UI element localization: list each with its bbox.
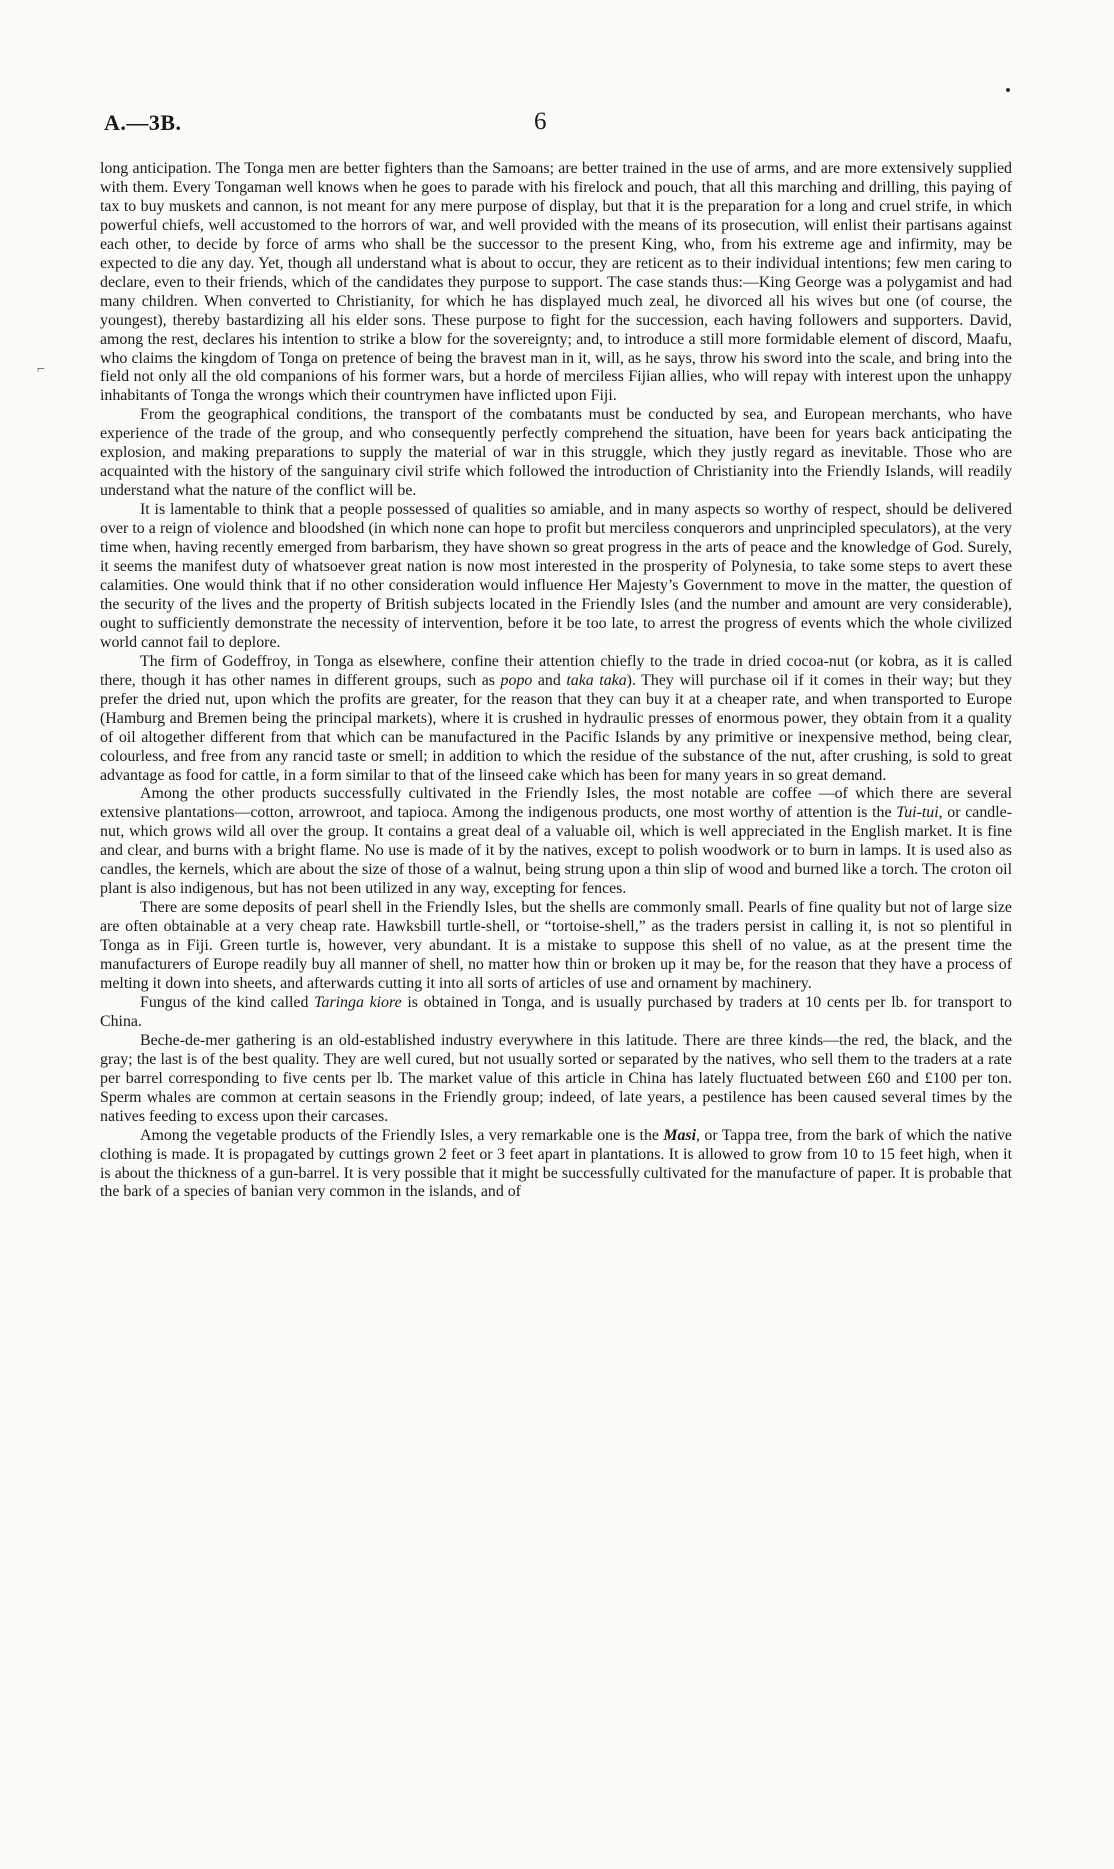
paragraph-fungus [100, 994, 1012, 1032]
paragraph-text: Among the other products successfully cultivated in the Friendly Isles, the most notable are coffee —of which there are several extensive plantations—cotton, arrowroot, and tapioca. Among the indigenous products, one most worthy of attention is the [100, 785, 1012, 822]
italic-term: taka taka [566, 671, 627, 689]
italic-term: Tui-tui [896, 804, 939, 822]
paragraph-intervention [100, 501, 1012, 653]
margin-mark: ⌐ [37, 362, 45, 377]
paragraph-text: It is lamentable to think that a people possessed of qualities so amiable, and in many aspects so worthy of respect, should be delivered over to a reign of violence and bloodshed (in which none can hope to profit but merciless conquerors and unprincipled speculators), at the very time when, having recently emerged from barbarism, they have shown so great progress in the arts of peace and the knowledge of God. Surely, it seems the manifest duty of whatsoever great nation is now most interested in the prosperity of Polynesia, to take some steps to avert these calamities. One would think that if no other consideration would influence Her Majesty’s Government to move in the matter, the question of the security of the lives and the property of British subjects located in the Friendly Isles (and the number and amount are very considerable), ought to sufficiently demonstrate the necessity of intervention, before it be too late, to arrest the progress of events which the whole civilized world cannot fail to deplore. [100, 501, 1012, 651]
paragraph-succession [100, 160, 1012, 406]
italic-term: Masi [663, 1126, 697, 1144]
italic-term: Taringa kiore [314, 993, 402, 1011]
body-text [100, 160, 1012, 1202]
paragraph-pearl-shell [100, 899, 1012, 994]
paragraph-text: is obtained in Tonga, and is usually purchased by traders at 10 cents per lb. for transport to China. [100, 993, 1012, 1030]
paragraph-masi [100, 1127, 1012, 1203]
paragraph-text: ). They will purchase oil if it comes in their way; but they prefer the dried nut, upon which the profits are greater, for the reason that they can buy it at a cheaper rate, and when transported to Europe (Hamburg and Bremen being the principal markets), where it is crushed in hydraulic presses of enormous power, they obtain from it a quality of oil altogether different from that which can be manufactured in the Pacific Islands by any primitive or inexpensive method, being clear, colourless, and free from any rancid taste or smell; in addition to which the residue of the substance of the nut, after crushing, is sold to great advantage as food for cattle, in a form similar to that of the linseed cake which has been for many years in so great demand. [100, 671, 1013, 784]
paragraph-text: Beche-de-mer gathering is an old-established industry everywhere in this latitude. There are three kinds—the red, the black, and the gray; the last is of the best quality. They are well cured, but not usually sorted or separated by the natives, who sell them to the traders at a rate per barrel corresponding to five cents per lb. The market value of this article in China has lately fluctuated between £60 and £100 per ton. Sperm whales are common at certain seasons in the Friendly group; indeed, of late years, a pestilence has been caused several times by the natives feeding to excess upon their carcases. [100, 1031, 1012, 1125]
paragraph-godeffroy [100, 653, 1012, 786]
paragraph-text: , or Tappa tree, from the bark of which the native clothing is made. It is propagated by cuttings grown 2 feet or 3 feet apart in plantations. It is allowed to grow from 10 to 15 feet high, when it is about the thickness of a gun-barrel. It is very possible that it might be successfully cultivated for the manufacture of paper. It is probable that the bark of a species of banian very common in the islands, and of [100, 1126, 1012, 1201]
paragraph-text: , or candle-nut, which grows wild all over the group. It contains a great deal of a valuable oil, which is well appreciated in the English market. It is fine and clear, and burns with a bright flame. No use is made of it by the natives, except to polish woodwork or to burn in lamps. It is used also as candles, the kernels, which are about the size of those of a walnut, being strung upon a thin slip of wood and burned like a torch. The croton oil plant is also indigenous, but has not been utilized in any way, excepting for fences. [100, 804, 1012, 898]
paragraph-text: Fungus of the kind called [140, 993, 315, 1011]
paragraph-beche-de-mer [100, 1032, 1012, 1127]
document-reference: A.—3B. [104, 110, 182, 135]
paragraph-products [100, 785, 1012, 899]
italic-term: popo [500, 671, 533, 689]
paragraph-text: There are some deposits of pearl shell in the Friendly Isles, but the shells are commonly small. Pearls of fine quality but not of large size are often obtainable at a very cheap rate. Hawksbill turtle-shell, or “tortoise-shell,” as the traders persist in calling it, is not so plentiful in Tonga as in Fiji. Green turtle is, however, very abundant. It is a mistake to suppose this shell of no value, as at the present time the manufacturers of Europe readily buy all manner of shell, no matter how thin or broken up it may be, for the reason that they have a process of melting it down into sheets, and afterwards cutting it into all sorts of articles of use and ornament by machinery. [100, 899, 1012, 992]
paragraph-text: Among the vegetable products of the Friendly Isles, a very remarkable one is the [140, 1126, 664, 1144]
paragraph-text: long anticipation. The Tonga men are better fighters than the Samoans; are better trained in the use of arms, and are more extensively supplied with them. Every Tongaman well knows when he goes to parade with his firelock and pouch, that all this marching and drilling, this paying of tax to buy muskets and cannon, is not meant for any mere purpose of display, but that it is the preparation for a long and cruel strife, in which powerful chiefs, well accustomed to the horrors of war, and well provided with the means of its prosecution, will enlist their partisans against each other, to decide by force of arms who shall be the successor to the present King, who, from his extreme age and infirmity, may be expected to die any day. Yet, though all understand what is about to occur, they are reticent as to their individual intentions; few men caring to declare, even to their friends, which of the candidates they purpose to support. The case stands thus:—King George was a polygamist and had many children. When converted to Christianity, for which he has displayed much zeal, he divorced all his wives but one (of course, the youngest), thereby bastardizing all his elder sons. These purpose to fight for the succession, each having followers and supporters. David, among the rest, declares his intention to strike a blow for the sovereignty; and, to introduce a still more formidable element of discord, Maafu, who claims the kingdom of Tonga on pretence of being the bravest man in it, will, as he says, throw his sword into the scale, and bring into the field not only all the old companions of his former wars, but a horde of merciless Fijian allies, who will repay with interest upon the unhappy inhabitants of Tonga the wrongs which their countrymen have inflicted upon Fiji. [100, 160, 1012, 405]
page-number: 6 [534, 108, 547, 135]
paragraph-text: The firm of Godeffroy, in Tonga as elsewhere, confine their attention chiefly to the trade in dried cocoa-nut (or kobra, as it is called there, though it has other names in different groups, such as [100, 652, 1012, 689]
corner-speck [1006, 88, 1010, 92]
paragraph-transport [100, 406, 1012, 501]
paragraph-text: From the geographical conditions, the transport of the combatants must be conducted by sea, and European merchants, who have experience of the trade of the group, and who consequently perfectly comprehend the situation, have been for years back anticipating the explosion, and making preparations to supply the material of war in this struggle, which they justly regard as inevitable. Those who are acquainted with the history of the sanguinary civil strife which followed the introduction of Christianity into the Friendly Islands, will readily understand what the nature of the conflict will be. [100, 406, 1012, 500]
paragraph-text: and [532, 671, 567, 689]
